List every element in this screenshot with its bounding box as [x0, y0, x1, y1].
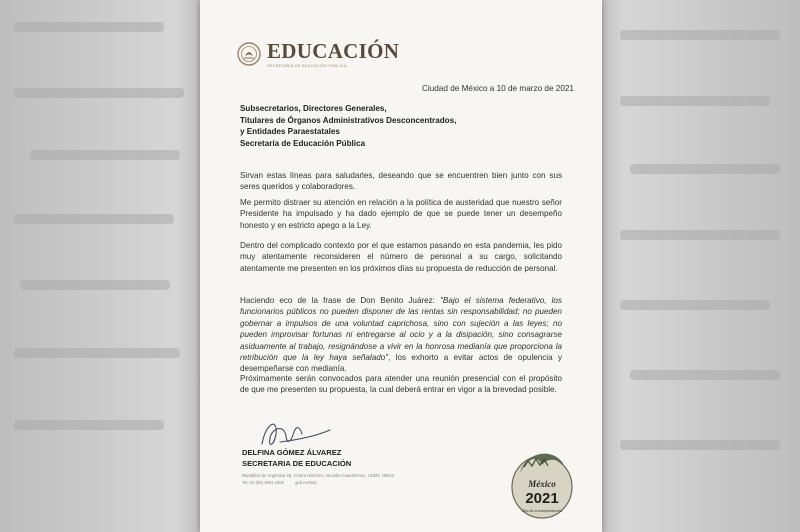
quote-outro: , los exhorto a evitar actos de opulencia y desempeñarse con medianía.	[240, 353, 563, 374]
letter-footer	[242, 473, 394, 486]
footer-phone: Tel. 01 (55) 3601 1000	[242, 479, 284, 485]
blurred-text-line	[14, 88, 184, 98]
signer-name: DELFINA GÓMEZ ÁLVAREZ	[242, 448, 342, 457]
signature-block	[242, 447, 351, 469]
sep-logo	[236, 40, 399, 68]
footer-web: gob.mx/sep	[295, 479, 317, 485]
blurred-text-line	[630, 164, 780, 174]
recipient-line: Titulares de Órganos Administrativos Desconcentrados,	[240, 115, 457, 125]
logo-title: EDUCACIÓN	[267, 39, 400, 63]
juarez-quote: "Bajo el sistema federativo, los funcionarios públicos no pueden disponer de las rentas sin responsabilidad; no pueden gobernar a impulsos de una voluntad caprichosa, sino con sujeción a las leyes; no pueden improvisar fortunas ni entregarse al ocio y a la disipación, sino consagrarse asiduamente al trabajo, resignándose a vivir en la honrosa medianía que proporciona la retribución que la ley haya señalado"	[240, 296, 562, 363]
seal-line-1: México	[528, 479, 556, 489]
paragraph-greeting: Sirvan estas líneas para saludarles, deseando que se encuentren bien junto con sus seres queridos y colaboradores.	[240, 171, 562, 192]
blurred-text-line	[620, 96, 770, 106]
paragraph-juarez-quote	[240, 295, 562, 375]
blurred-text-line	[620, 230, 780, 240]
eagle-emblem-icon	[236, 40, 262, 68]
blurred-text-line	[14, 214, 174, 224]
seal-line-3: Año de la Independencia	[522, 509, 562, 513]
blurred-text-line	[620, 440, 780, 450]
paragraph-staff-reduction: Dentro del complicado contexto por el que estamos pasando en esta pandemia, les pido muy atentamente reconsideren el número de personal a su cargo, solicitando atentamente me presenten en los próximos días su propuesta de reducción de personal.	[240, 241, 562, 273]
recipient-line: Subsecretarios, Directores Generales,	[240, 104, 387, 113]
blurred-text-line	[630, 370, 780, 380]
paragraph-closing: Próximamente serán convocados para atender una reunión presencial con el propósito de que me presenten su propuesta, la cual deberá entrar en vigor a la brevedad posible.	[240, 374, 562, 395]
letter-page	[200, 0, 602, 532]
blurred-text-line	[14, 348, 180, 358]
date-line: Ciudad de México a 10 de marzo de 2021	[421, 84, 574, 93]
mexico-2021-seal	[508, 443, 576, 521]
blurred-text-line	[30, 150, 180, 160]
blurred-text-line	[14, 420, 164, 430]
signer-title: SECRETARIA DE EDUCACIÓN	[242, 459, 352, 468]
recipient-line: y Entidades Paraestatales	[240, 127, 340, 137]
footer-address: República de Argentina 28, Centro Histórico, Alcaldía Cuauhtémoc, CDMX. 06010	[242, 473, 394, 478]
blurred-text-line	[620, 30, 780, 40]
seal-line-2: 2021	[525, 490, 559, 507]
quote-intro: Haciendo eco de la frase de Don Benito Juárez:	[240, 296, 441, 305]
recipient-line: Secretaría de Educación Pública	[240, 139, 366, 149]
blurred-text-line	[620, 300, 770, 310]
paragraph-austerity: Me permito distraer su atención en relación a la política de austeridad que nuestro señor Presidente ha impulsado y ha dado ejemplo de que se puede tener un desempeño honesto y en estricto apego a la Ley.	[240, 198, 562, 230]
recipient-block	[240, 103, 456, 150]
blurred-text-line	[20, 280, 170, 290]
blurred-text-line	[14, 22, 164, 32]
logo-subtitle: SECRETARÍA DE EDUCACIÓN PÚBLICA	[267, 64, 347, 68]
